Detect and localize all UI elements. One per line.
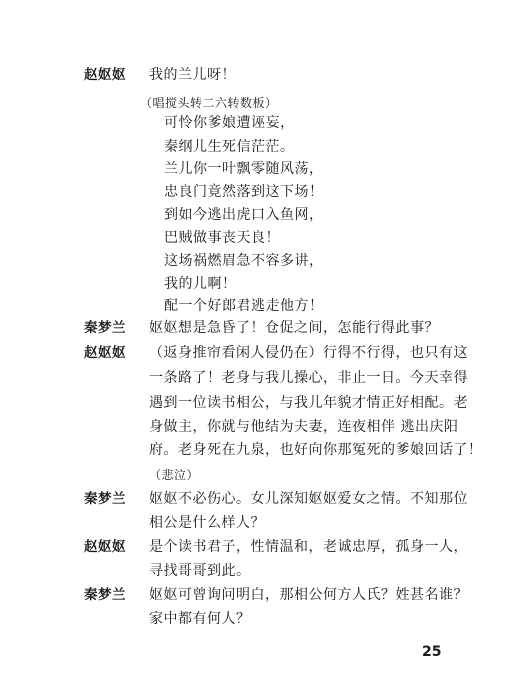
- dialogue-line: 是个读书君子，性情温和，老诚忠厚，孤身一人，: [149, 539, 468, 555]
- stage-direction: （唱搅头转二六转数板）: [140, 96, 278, 110]
- aria-line: 兰儿你一叶飘零随风荡，: [164, 161, 324, 177]
- dialogue-line: （返身推帘看闲人侵仍在）行得不行得，也只有这: [149, 345, 468, 361]
- dialogue-line: 府。老身死在九泉，也好向你那冤死的爹娘回话了！: [149, 442, 483, 458]
- speaker-name: 赵妪妪: [84, 67, 126, 83]
- speaker-name: 秦梦兰: [84, 491, 126, 507]
- aria-line: 这场祸燃眉急不容多讲，: [164, 253, 324, 269]
- aria-line: 可怜你爹娘遭诬妄，: [164, 115, 295, 131]
- dialogue-line: 身做主，你就与他结为夫妻，连夜相伴 逃出庆阳: [149, 419, 459, 435]
- aria-line: 到如今逃出虎口入鱼网，: [164, 207, 324, 223]
- dialogue-line: 妪妪想是急昏了！仓促之间，怎能行得此事？: [149, 320, 439, 336]
- dialogue-line: 一条路了！老身与我儿操心，非止一日。今天幸得: [149, 370, 468, 386]
- dialogue-line: 妪妪不必伤心。女儿深知妪妪爱女之情。不知那位: [149, 491, 468, 507]
- speaker-name: 秦梦兰: [84, 587, 126, 603]
- dialogue-line: 家中都有何人？: [149, 611, 251, 627]
- dialogue-line: 我的兰儿呀！: [149, 67, 236, 83]
- dialogue-line: 寻找哥哥到此。: [149, 563, 251, 579]
- aria-line: 忠良门竟然落到这下场！: [164, 184, 324, 200]
- speaker-name: 赵妪妪: [84, 345, 126, 361]
- dialogue-line: 相公是什么样人？: [149, 515, 265, 531]
- aria-line: 巴贼做事丧天良！: [164, 230, 280, 246]
- dialogue-line: 妪妪可曾询问明白，那相公何方人氏？姓甚名谁？: [149, 587, 468, 603]
- stage-direction: （悲泣）: [149, 468, 200, 482]
- dialogue-line: 遇到一位读书相公，与我儿年貌才情正好相配。老: [149, 395, 468, 411]
- speaker-name: 赵妪妪: [84, 539, 126, 555]
- speaker-name: 秦梦兰: [84, 320, 126, 336]
- aria-line: 我的儿啊！: [164, 276, 237, 292]
- aria-line: 配一个好郎君逃走他方！: [164, 298, 324, 314]
- page-number: 25: [422, 644, 442, 660]
- aria-line: 秦纲儿生死信茫茫。: [164, 139, 295, 155]
